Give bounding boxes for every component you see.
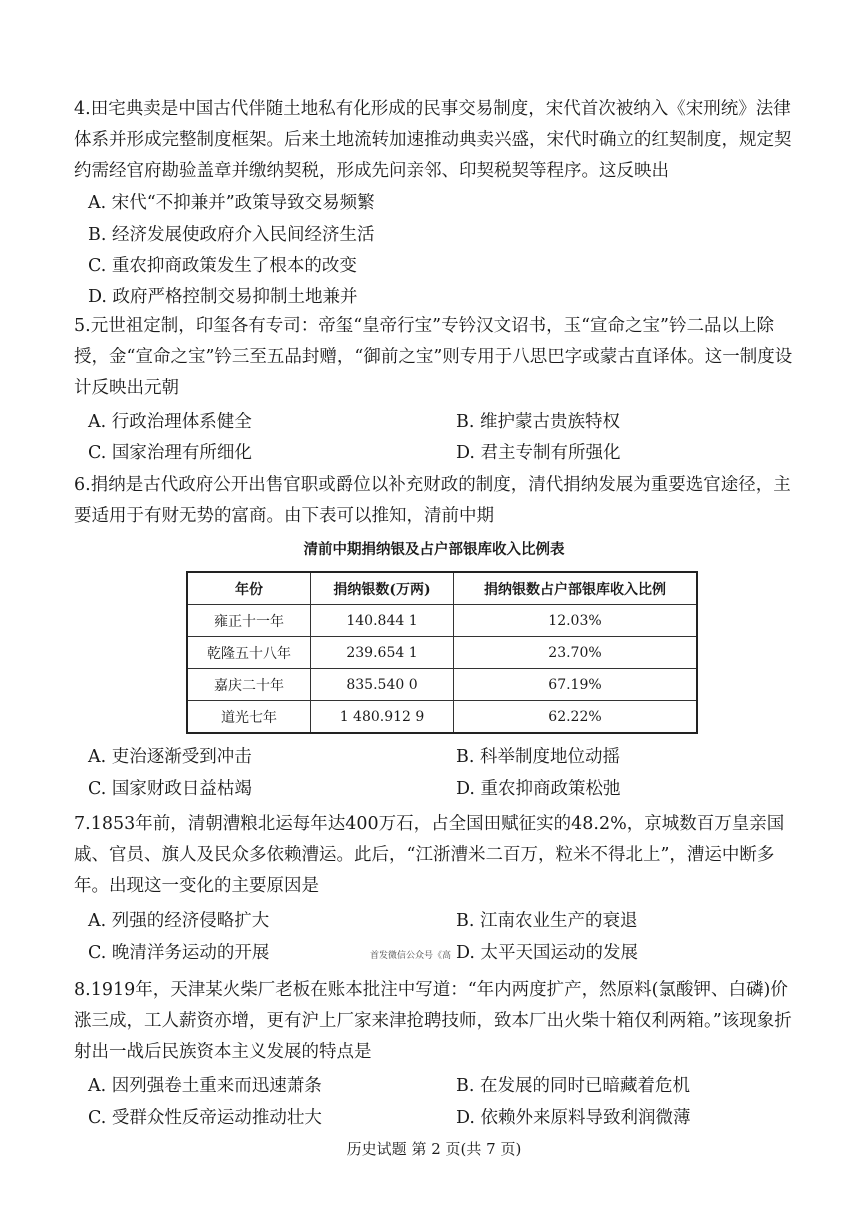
question-5-option-c[interactable]: C. 国家治理有所细化 bbox=[88, 443, 252, 463]
table-header-cell: 捐纳银数(万两) bbox=[311, 572, 454, 605]
table-cell: 嘉庆二十年 bbox=[187, 669, 311, 701]
question-7-stem: 7.1853年前，清朝漕粮北运每年达400万石，占全国田赋征实的48.2%，京城数百万皇亲国戚、官员、旗人及民众多依赖漕运。此后，“江浙漕米二百万，粒米不得北上”，漕运中断多年。出现这一变化的主要原因是 bbox=[74, 814, 785, 896]
table-row bbox=[187, 605, 697, 637]
table-cell: 140.844 1 bbox=[311, 605, 454, 637]
question-4-option-b[interactable]: B. 经济发展使政府介入民间经济生活 bbox=[88, 225, 375, 245]
question-8-option-a[interactable]: A. 因列强卷土重来而迅速萧条 bbox=[88, 1076, 322, 1096]
question-5 bbox=[74, 311, 804, 404]
table-cell: 67.19% bbox=[454, 669, 698, 701]
question-4-stem: 4.田宅典卖是中国古代伴随土地私有化形成的民事交易制度，宋代首次被纳入《宋刑统》法律体系并形成完整制度框架。后来土地流转加速推动典卖兴盛，宋代时确立的红契制度，规定契约需经官府勘验盖章并缴纳契税，形成先问亲邻、印契税契等程序。这反映出 bbox=[74, 99, 792, 181]
table-cell: 乾隆五十八年 bbox=[187, 637, 311, 669]
table-title: 清前中期捐纳银及占户部银库收入比例表 bbox=[303, 541, 565, 558]
question-4-option-c[interactable]: C. 重农抑商政策发生了根本的改变 bbox=[88, 256, 357, 276]
table-cell: 12.03% bbox=[454, 605, 698, 637]
table-cell: 道光七年 bbox=[187, 701, 311, 734]
question-6-stem: 6.捐纳是古代政府公开出售官职或爵位以补充财政的制度，清代捐纳发展为重要选官途径，主要适用于有财无势的富商。由下表可以推知，清前中期 bbox=[74, 475, 791, 526]
page-footer: 历史试题 第 2 页(共 7 页) bbox=[346, 1140, 522, 1158]
table-row bbox=[187, 669, 697, 701]
table-cell: 1 480.912 9 bbox=[311, 701, 454, 734]
table-row bbox=[187, 701, 697, 734]
question-8-stem: 8.1919年，天津某火柴厂老板在账本批注中写道：“年内两度扩产，然原料(氯酸钾、白磷)价涨三成，工人薪资亦增，更有沪上厂家来津抢聘技师，致本厂出火柴十箱仅利两箱。”该现象折射出一战后民族资本主义发展的特点是 bbox=[74, 980, 792, 1062]
question-8-option-b[interactable]: B. 在发展的同时已暗藏着危机 bbox=[456, 1076, 690, 1096]
question-5-stem: 5.元世祖定制，印玺各有专司：帝玺“皇帝行宝”专钤汉文诏书，玉“宣命之宝”钤二品以上除授，金“宣命之宝”钤三至五品封赠，“御前之宝”则专用于八思巴字或蒙古直译体。这一制度设计反映出元朝 bbox=[74, 316, 793, 398]
question-5-option-a[interactable]: A. 行政治理体系健全 bbox=[88, 412, 252, 432]
question-8 bbox=[74, 975, 804, 1068]
question-6-option-d[interactable]: D. 重农抑商政策松弛 bbox=[456, 779, 621, 799]
question-8-option-c[interactable]: C. 受群众性反帝运动推动壮大 bbox=[88, 1108, 322, 1128]
question-6 bbox=[74, 470, 804, 532]
question-4-option-d[interactable]: D. 政府严格控制交易抑制土地兼并 bbox=[88, 287, 358, 307]
table-header-row bbox=[187, 572, 697, 605]
question-7 bbox=[74, 809, 804, 902]
question-5-option-d[interactable]: D. 君主专制有所强化 bbox=[456, 443, 621, 463]
table-header-cell: 捐纳银数占户部银库收入比例 bbox=[454, 572, 698, 605]
question-7-option-b[interactable]: B. 江南农业生产的衰退 bbox=[456, 911, 638, 931]
table-cell: 835.540 0 bbox=[311, 669, 454, 701]
watermark-text: 首发微信公众号《高 bbox=[370, 951, 452, 961]
table-header-cell: 年份 bbox=[187, 572, 311, 605]
question-7-option-c[interactable]: C. 晚清洋务运动的开展 bbox=[88, 943, 270, 963]
donation-table bbox=[186, 571, 698, 734]
question-4-option-a[interactable]: A. 宋代“不抑兼并”政策导致交易频繁 bbox=[88, 193, 375, 213]
question-6-option-a[interactable]: A. 吏治逐渐受到冲击 bbox=[88, 747, 252, 767]
table-row bbox=[187, 637, 697, 669]
table-cell: 雍正十一年 bbox=[187, 605, 311, 637]
question-8-option-d[interactable]: D. 依赖外来原料导致利润微薄 bbox=[456, 1108, 691, 1128]
question-7-option-d[interactable]: D. 太平天国运动的发展 bbox=[456, 943, 639, 963]
question-6-option-b[interactable]: B. 科举制度地位动摇 bbox=[456, 747, 620, 767]
question-4 bbox=[74, 94, 804, 187]
table-cell: 239.654 1 bbox=[311, 637, 454, 669]
table-cell: 23.70% bbox=[454, 637, 698, 669]
question-6-option-c[interactable]: C. 国家财政日益枯竭 bbox=[88, 779, 252, 799]
question-7-option-a[interactable]: A. 列强的经济侵略扩大 bbox=[88, 911, 270, 931]
table-cell: 62.22% bbox=[454, 701, 698, 734]
question-5-option-b[interactable]: B. 维护蒙古贵族特权 bbox=[456, 412, 620, 432]
